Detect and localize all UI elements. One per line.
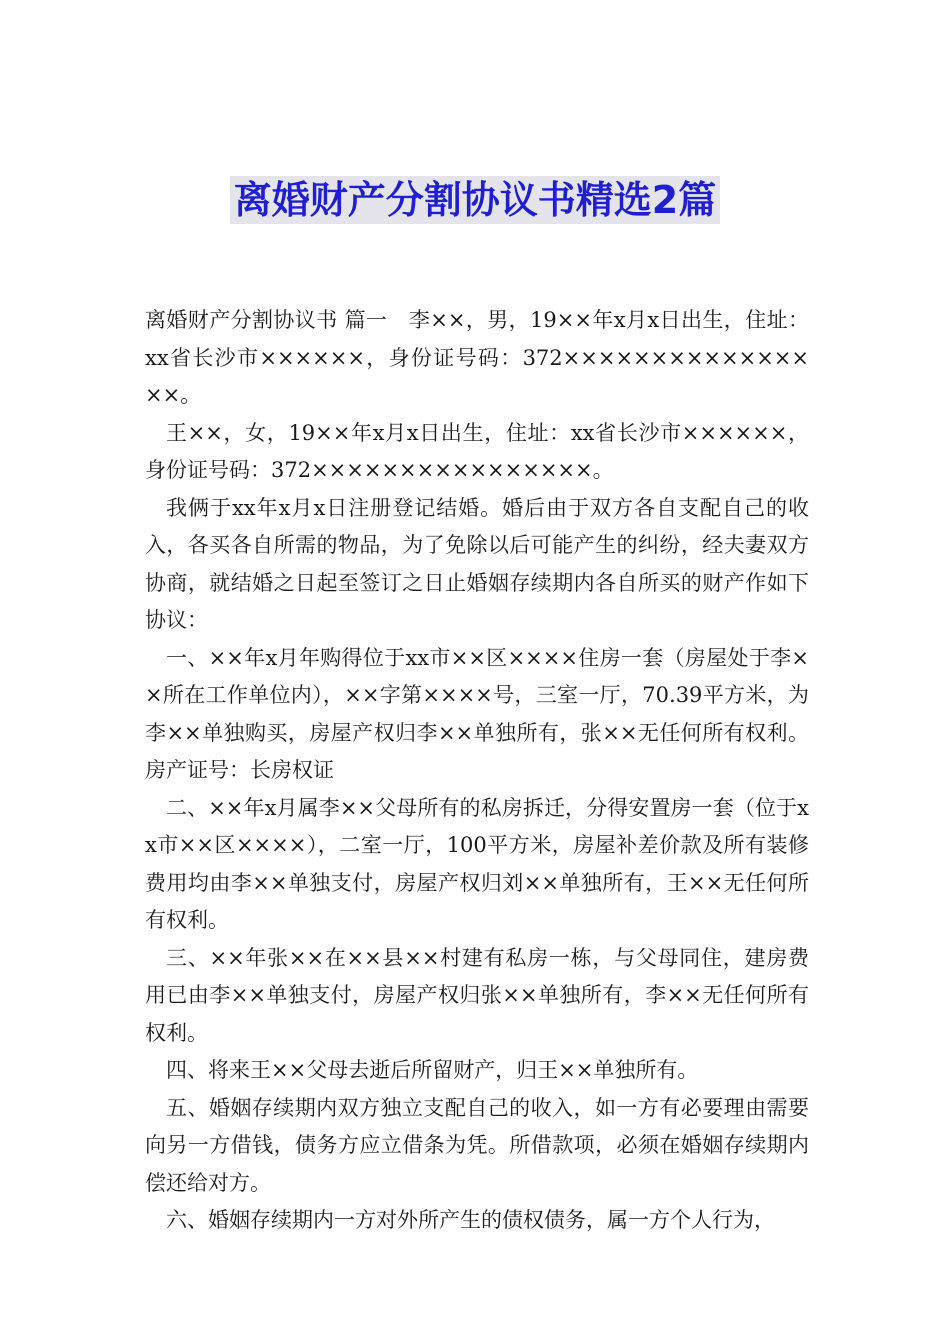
- document-title: 离婚财产分割协议书精选2篇: [230, 176, 720, 224]
- paragraph: 离婚财产分割协议书 篇一 李××，男，19××年x月x日出生，住址：xx省长沙市××××××，身份证号码：372××××××××××××××××。: [145, 308, 809, 407]
- document-body: [145, 302, 809, 1240]
- paragraph: 五、婚姻存续期内双方独立支配自己的收入，如一方有必要理由需要向另一方借钱，债务方应立借条为凭。所借款项，必须在婚姻存续期内偿还给对方。: [145, 1095, 809, 1195]
- paragraph: 一、××年x月年购得位于xx市××区××××住房一套（房屋处于李××所在工作单位内），××字第××××号，三室一厅，70.39平方米，为李××单独购买，房屋产权归李××单独所有，张××无任何所有权利。房产证号：长房权证: [145, 645, 809, 782]
- paragraph: 二、××年x月属李××父母所有的私房拆迁，分得安置房一套（位于xx市××区××××），二室一厅，100平方米，房屋补差价款及所有装修费用均由李××单独支付，房屋产权归刘××单独所有，王××无任何所有权利。: [145, 795, 809, 932]
- paragraph: 四、将来王××父母去逝后所留财产，归王××单独所有。: [166, 1058, 699, 1082]
- paragraph: 王××，女，19××年x月x日出生，住址：xx省长沙市××××××，身份证号码：372××××××××××××××××。: [145, 420, 809, 482]
- paragraph: 我俩于xx年x月x日注册登记结婚。婚后由于双方各自支配自己的收入，各买各自所需的物品，为了免除以后可能产生的纠纷，经夫妻双方协商，就结婚之日起至签订之日止婚姻存续期内各自所买的财产作如下协议：: [145, 495, 809, 632]
- paragraph: 三、××年张××在××县××村建有私房一栋，与父母同住，建房费用已由李××单独支付，房屋产权归张××单独所有，李××无任何所有权利。: [145, 945, 809, 1045]
- title-wrap: [0, 176, 950, 224]
- paragraph: 六、婚姻存续期内一方对外所产生的债权债务，属一方个人行为，: [166, 1208, 775, 1232]
